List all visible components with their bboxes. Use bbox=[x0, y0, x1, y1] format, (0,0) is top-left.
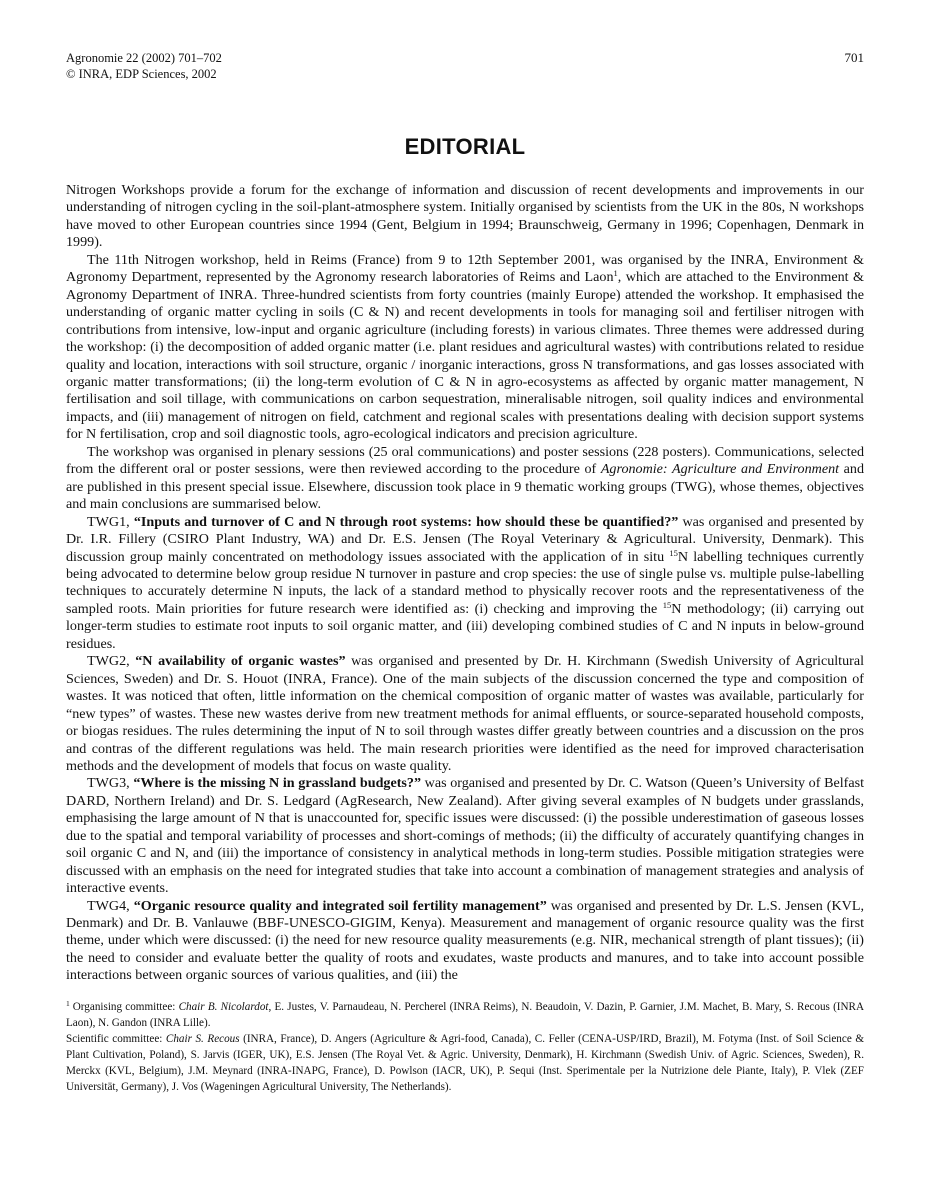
paragraph-workshop: The 11th Nitrogen workshop, held in Reims (France) from 9 to 12th September 2001, was organised by the INRA, Environment & Agronomy Department, represented by the Agronomy research laboratories of Reims and Laon$^1$, which are attached to the Environment & Agronomy Department of INRA. Three-hundred scientists from forty countries (mainly Europe) attended the workshop. It emphasised the understanding of organic matter cycling in soils (C & N) and recent developments in tools for managing soil and fertiliser nitrogen with contributions from intensive, low-input and organic agriculture (including forests) in various climates. Three themes were addressed during the workshop: (i) the decomposition of added organic matter (i.e. plant residues and agricultural wastes) with contributions related to residue quality and location, interactions with soil structure, organic / inorganic interactions, gross N transformations, and gas losses associated with organic matter transformations; (ii) the long-term evolution of C & N in agro-ecosystems as affected by organic matter management, N fertilisation and soil tillage, with communications on carbon sequestration, mineralisable nitrogen, soil quality indices and environmental impacts, and (iii) management of nitrogen on field, catchment and regional scales with presentations dealing with decision support systems for N fertilisation, crop and soil diagnostic tools, agro-ecological indicators and precision agriculture. bbox=[66, 251, 864, 443]
paragraph-twg2: TWG2, “N availability of organic wastes” was organised and presented by Dr. H. Kirchmann (Swedish University of Agricultural Sciences, Sweden) and Dr. S. Houot (INRA, France). One of the main subjects of the discussion concerned the type and composition of wastes. It was noticed that often, little information on the chemical composition of organic matter of wastes was available, particularly for “new types” of wastes. These new wastes derive from new treatment methods for animal effluents, or source-separated household composts, or biogas residues. The rules determining the input of N to soil through wastes differ greatly between countries and a discussion on the pros and contras of the different regulations was held. The main research priorities were identified as the need for improved characterisation methods and the development of models that focus on waste quality. bbox=[66, 653, 864, 774]
running-head bbox=[66, 50, 222, 82]
paragraph-intro: Nitrogen Workshops provide a forum for the exchange of information and discussion of recent developments and improvements in our understanding of nitrogen cycling in the soil-plant-atmosphere system. Initially organised by scientists from the UK in the 80s, N workshops have moved to other European countries since 1994 (Gent, Belgium in 1994; Braunschweig, Germany in 1996; Copenhagen, Denmark in 1999). bbox=[66, 182, 864, 251]
footnote-reference: 1 bbox=[613, 268, 618, 279]
journal-name: Agronomie: Agriculture and Environment bbox=[600, 461, 840, 478]
isotope-superscript: 15 bbox=[669, 547, 678, 558]
footnote-organising-committee: $^1$ Organising committee: Chair B. Nicolardot, E. Justes, V. Parnaudeau, N. Percherel (INRA Reims), N. Beaudoin, V. Dazin, P. Garnier, J.M. Machet, B. Mary, S. Recous (INRA Laon), N. Gandon (INRA Lille). bbox=[66, 999, 865, 1029]
twg3-title: “Where is the missing N in grassland budgets?” bbox=[133, 775, 421, 792]
page-title: EDITORIAL bbox=[404, 134, 526, 159]
page-number: 701 bbox=[844, 50, 864, 65]
twg4-title: “Organic resource quality and integrated soil fertility management” bbox=[133, 897, 547, 914]
paragraph-sessions: The workshop was organised in plenary sessions (25 oral communications) and poster sessions (228 posters). Communications, selected from the different oral or poster sessions, were then reviewed according to the procedure of Agronomie: Agriculture and Environment and are published in this present special issue. Elsewhere, discussion took place in 9 thematic working groups (TWG), whose themes, objectives and main conclusions are summarised below. bbox=[66, 443, 864, 513]
footnote-mark: 1 bbox=[66, 999, 70, 1008]
article-body bbox=[66, 182, 864, 985]
paragraph-twg4: TWG4, “Organic resource quality and integrated soil fertility management” was organised and presented by Dr. L.S. Jensen (KVL, Denmark) and Dr. B. Vanlauwe (BBF-UNESCO-GIGIM, Kenya). Measurement and management of organic resource quality was the first theme, under which were discussed: (i) the need for new resource quality measurements (e.g. NIR, mechanical strength of plant tissues); (ii) the need to consider and evaluate better the quality of roots and exudates, waste products and manures, and to take into account possible interactions between organic sources of various qualities, and (iii) the bbox=[66, 897, 864, 984]
journal-citation: Agronomie 22 (2002) 701–702 bbox=[66, 51, 222, 65]
copyright-notice: © INRA, EDP Sciences, 2002 bbox=[66, 67, 217, 81]
paragraph-twg3: TWG3, “Where is the missing N in grassland budgets?” was organised and presented by Dr. C. Watson (Queen’s University of Belfast DARD, Northern Ireland) and Dr. S. Ledgard (AgResearch, New Zealand). After giving several examples of N budgets under grasslands, emphasising the large amount of N that is unaccounted for, specific issues were discussed: (i) the possible underestimation of gaseous losses due to the spatial and temporal variability of processes and short-comings of methods; (ii) the difficulty of accurately quantifying changes in soil organic C and N, and (iii) the importance of consistency in analytical methods in long-term studies. Possible mitigation strategies were discussed with an emphasis on the need for integrated studies that take into account a combination of management strategies and analysis of interactive events. bbox=[66, 775, 865, 897]
twg2-title: “N availability of organic wastes” bbox=[135, 653, 346, 670]
isotope-superscript: 15 bbox=[662, 599, 672, 610]
paragraph-twg1: TWG1, “Inputs and turnover of C and N through root systems: how should these be quantified?” was organised and presented by Dr. I.R. Fillery (CSIRO Plant Industry, WA) and Dr. E.S. Jensen (The Royal Veterinary & Agricultural. University, Denmark). This discussion group mainly concentrated on methodology issues associated with the application of in situ $^{15}$N labelling techniques currently being advocated to determine below group residue N turnover in pasture and crop species: the use of single pulse vs. multiple pulse-labelling techniques to accurately determine N inputs, the lack of a standard method to physically recover roots and the representativeness of the sampled roots. Main priorities for future research were identified as: (i) checking and improving the $^{15}$N methodology; (ii) carrying out longer-term studies to estimate root inputs to soil organic matter, and (iii) developing combined studies of C and N inputs in below-ground residues. bbox=[66, 513, 865, 652]
footnotes bbox=[66, 1000, 864, 1095]
twg1-title: “Inputs and turnover of C and N through root systems: how should these be quantified?” bbox=[133, 513, 679, 530]
footnote-scientific-committee: Scientific committee: Chair S. Recous (INRA, France), D. Angers (Agriculture & Agri-food, Canada), C. Feller (CENA-USP/IRD, Brazil), M. Fotyma (Inst. of Soil Science & Plant Cultivation, Poland), S. Jarvis (IGER, UK), E.S. Jensen (The Royal Vet. & Agric. University, Denmark), H. Kirchmann (Swedish Univ. of Agric. Sciences, Sweden), R. Merckx (KVL, Belgium), J.M. Meynard (INRA-INAPG, France), D. Powlson (IACR, UK), P. Sequi (Inst. Sperimentale per la Nutrizione dele Piante, Italy), P. Vlek (ZEF Universität, Germany), J. Vos (Wageningen Agricultural University, The Netherlands). bbox=[66, 1032, 864, 1093]
